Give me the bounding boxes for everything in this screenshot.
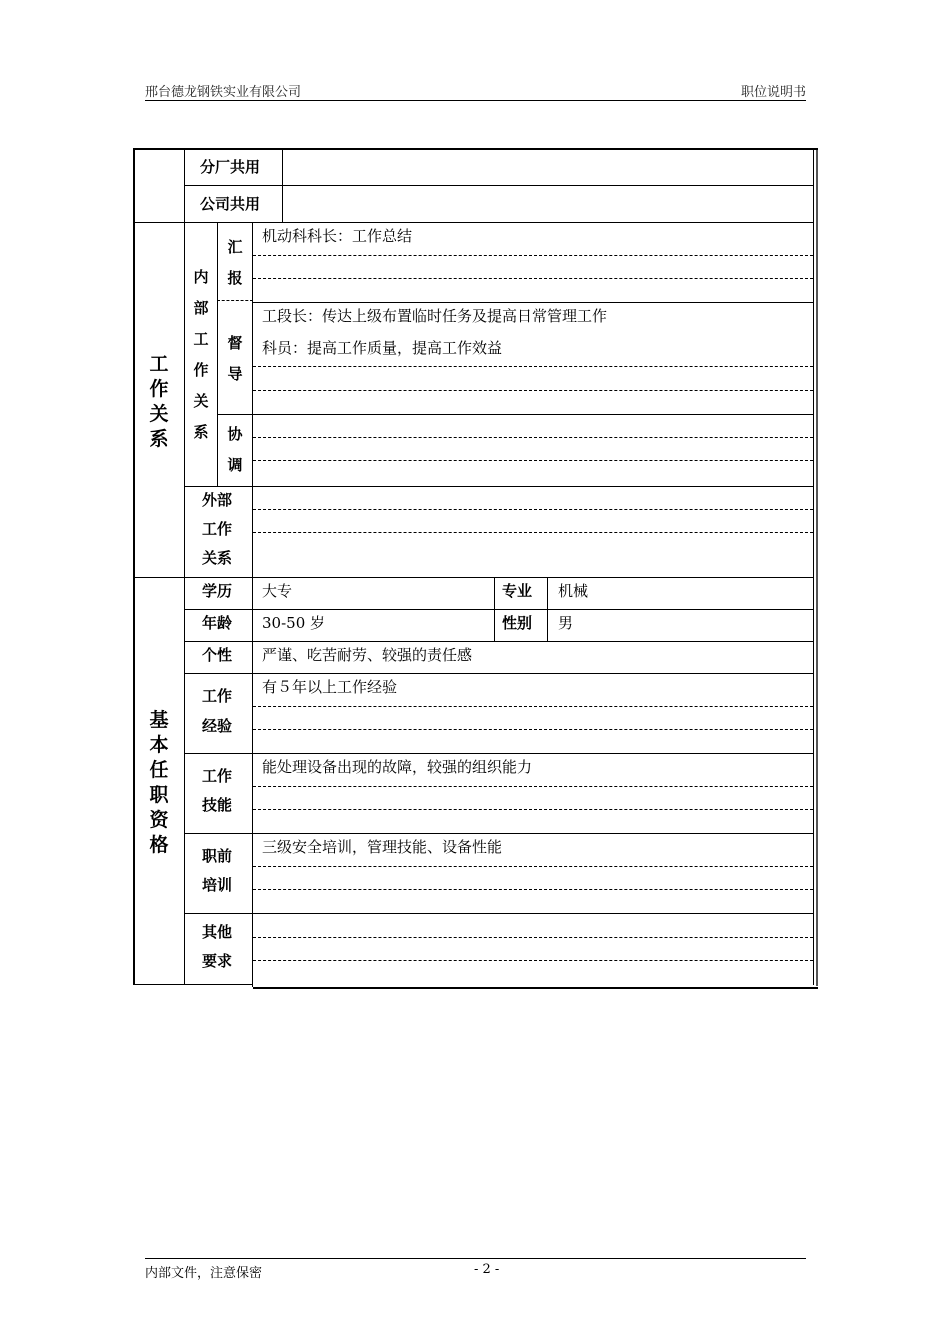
coordinate-label: 协调 [227, 425, 243, 474]
training-value: 三级安全培训，管理技能、设备性能 [262, 838, 503, 856]
personality-value: 严谨、吃苦耐劳、较强的责任感 [262, 646, 473, 664]
supervise-line: 工段长：传达上级布置临时任务及提高日常管理工作 [262, 307, 608, 325]
experience-label: 工作 [202, 687, 233, 705]
work-relations-title: 工作关系 [149, 353, 169, 450]
external-relations-label: 关系 [202, 549, 233, 567]
page-number: - 2 - [474, 1262, 500, 1277]
training-label: 培训 [202, 876, 233, 894]
document-title: 职位说明书 [740, 85, 806, 100]
report-line: 机动科科长：工作总结 [262, 227, 413, 245]
gender-value: 男 [558, 614, 574, 632]
major-label: 专业 [502, 582, 533, 600]
branch-shared-label: 分厂共用 [200, 158, 261, 176]
training-label: 职前 [202, 847, 233, 865]
education-value: 大专 [262, 582, 293, 600]
skill-label: 工作 [202, 767, 233, 785]
company-name: 邢台德龙钢铁实业有限公司 [145, 85, 302, 100]
report-label: 汇报 [227, 238, 243, 287]
footer-rule [145, 1258, 806, 1259]
skill-value: 能处理设备出现的故障，较强的组织能力 [262, 758, 533, 776]
page-header [145, 78, 806, 101]
other-requirements-label: 要求 [202, 952, 233, 970]
external-relations-label: 外部 [202, 491, 233, 509]
experience-label: 经验 [202, 717, 233, 735]
external-relations-label: 工作 [202, 520, 233, 538]
age-value: 30-50 岁 [262, 614, 326, 632]
company-shared-label: 公司共用 [200, 195, 261, 213]
gender-label: 性别 [502, 614, 533, 632]
education-label: 学历 [202, 582, 233, 600]
supervise-line: 科员：提高工作质量，提高工作效益 [262, 339, 503, 357]
footer-confidential: 内部文件，注意保密 [145, 1266, 263, 1281]
internal-relations-label: 内部工作关系 [193, 268, 209, 441]
major-value: 机械 [558, 582, 589, 600]
personality-label: 个性 [202, 646, 233, 664]
age-label: 年龄 [202, 614, 233, 632]
other-requirements-label: 其他 [202, 923, 233, 941]
experience-value: 有５年以上工作经验 [262, 678, 398, 696]
supervise-label: 督导 [227, 334, 243, 383]
skill-label: 技能 [202, 796, 233, 814]
qualifications-title: 基本任职资格 [149, 709, 169, 856]
